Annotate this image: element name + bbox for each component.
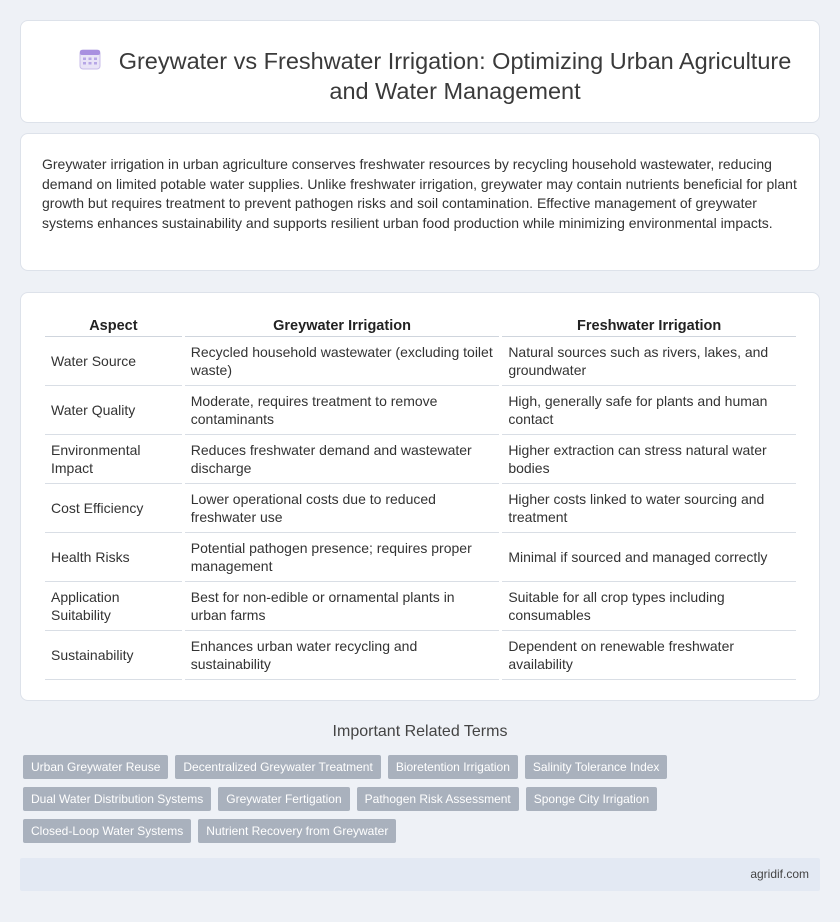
- aspect-cell: Sustainability: [45, 631, 182, 680]
- title-card: [20, 20, 820, 123]
- freshwater-cell: Higher costs linked to water sourcing and treatment: [502, 484, 796, 533]
- greywater-cell: Enhances urban water recycling and sustainability: [185, 631, 500, 680]
- tag-salinity-tolerance-index[interactable]: Salinity Tolerance Index: [525, 755, 668, 779]
- freshwater-cell: High, generally safe for plants and human contact: [502, 386, 796, 435]
- related-terms-heading: Important Related Terms: [332, 723, 508, 740]
- tag-row: [23, 787, 783, 811]
- table-row: [45, 582, 796, 631]
- greywater-cell: Best for non-edible or ornamental plants in urban farms: [185, 582, 500, 631]
- freshwater-cell: Higher extraction can stress natural water bodies: [502, 435, 796, 484]
- calendar-icon: [79, 48, 101, 70]
- header-aspect: Aspect: [45, 312, 182, 337]
- footer-site-link[interactable]: agridif.com: [750, 867, 809, 881]
- intro-card: [20, 133, 820, 271]
- freshwater-cell: Suitable for all crop types including consumables: [502, 582, 796, 631]
- greywater-cell: Lower operational costs due to reduced freshwater use: [185, 484, 500, 533]
- table-row: [45, 386, 796, 435]
- footer: [20, 858, 820, 891]
- greywater-cell: Moderate, requires treatment to remove contaminants: [185, 386, 500, 435]
- tag-urban-greywater-reuse[interactable]: Urban Greywater Reuse: [23, 755, 168, 779]
- tag-greywater-fertigation[interactable]: Greywater Fertigation: [218, 787, 349, 811]
- table-row: [45, 533, 796, 582]
- intro-paragraph: Greywater irrigation in urban agriculture conserves freshwater resources by recycling household wastewater, reducing demand on limited potable water supplies. Unlike freshwater irrigation, greywater may contain nutrients beneficial for plant growth but requires treatment to prevent pathogen risks and soil contamination. Effective management of greywater systems enhances sustainability and supports resilient urban food production while minimizing environmental impacts.: [42, 156, 797, 232]
- table-row: [45, 435, 796, 484]
- greywater-cell: Reduces freshwater demand and wastewater discharge: [185, 435, 500, 484]
- tag-bioretention-irrigation[interactable]: Bioretention Irrigation: [388, 755, 518, 779]
- tag-pathogen-risk-assessment[interactable]: Pathogen Risk Assessment: [357, 787, 519, 811]
- table-row: [45, 484, 796, 533]
- freshwater-cell: Minimal if sourced and managed correctly: [502, 533, 796, 582]
- tag-nutrient-recovery-from-greywater[interactable]: Nutrient Recovery from Greywater: [198, 819, 396, 843]
- aspect-cell: Cost Efficiency: [45, 484, 182, 533]
- aspect-cell: Water Quality: [45, 386, 182, 435]
- tag-decentralized-greywater-treatment[interactable]: Decentralized Greywater Treatment: [175, 755, 380, 779]
- related-terms-tags: [23, 755, 783, 851]
- freshwater-cell: Dependent on renewable freshwater availability: [502, 631, 796, 680]
- aspect-cell: Environmental Impact: [45, 435, 182, 484]
- table-header-row: [45, 312, 796, 337]
- comparison-table: [42, 312, 799, 680]
- tag-row: [23, 755, 783, 779]
- comparison-card: [20, 292, 820, 701]
- aspect-cell: Application Suitability: [45, 582, 182, 631]
- greywater-cell: Recycled household wastewater (excluding toilet waste): [185, 337, 500, 386]
- greywater-cell: Potential pathogen presence; requires proper management: [185, 533, 500, 582]
- tag-closed-loop-water-systems[interactable]: Closed-Loop Water Systems: [23, 819, 191, 843]
- header-freshwater: Freshwater Irrigation: [502, 312, 796, 337]
- tag-dual-water-distribution-systems[interactable]: Dual Water Distribution Systems: [23, 787, 211, 811]
- table-row: [45, 631, 796, 680]
- aspect-cell: Water Source: [45, 337, 182, 386]
- tag-sponge-city-irrigation[interactable]: Sponge City Irrigation: [526, 787, 657, 811]
- aspect-cell: Health Risks: [45, 533, 182, 582]
- tag-row: [23, 819, 783, 843]
- table-row: [45, 337, 796, 386]
- header-greywater: Greywater Irrigation: [185, 312, 500, 337]
- freshwater-cell: Natural sources such as rivers, lakes, and groundwater: [502, 337, 796, 386]
- page-title: Greywater vs Freshwater Irrigation: Optimizing Urban Agriculture and Water Management: [118, 48, 792, 104]
